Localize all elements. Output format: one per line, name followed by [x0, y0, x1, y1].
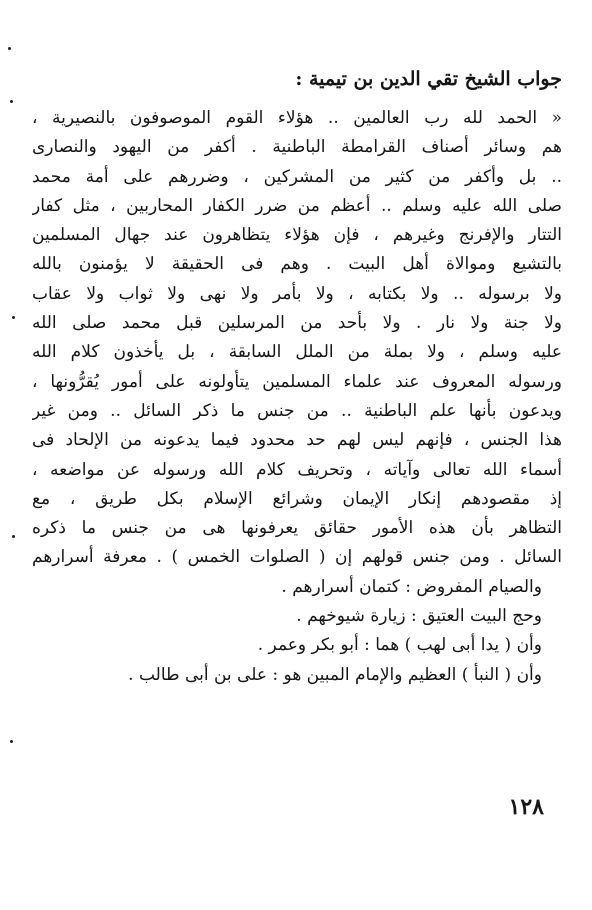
page-number: ١٢٨	[508, 794, 544, 820]
text-line: .. بل وأكفر من كثير من المشركين ، وضررهم على أمة محمد	[32, 166, 562, 187]
scan-speck	[10, 100, 13, 103]
scan-speck	[8, 47, 11, 50]
text-line: السائل . ومن جنس قولهم إن ( الصلوات الخمس ) . معرفة أسرارهم	[32, 547, 562, 568]
text-line: ورسوله المعروف عند علماء المسلمين يتأولونه على أمور يُقرُّونها ،	[32, 371, 562, 392]
text-line: صلى الله عليه وسلم .. أعظم من ضرر الكفار المحاربين ، مثل كفار	[32, 195, 562, 216]
scan-speck	[10, 740, 13, 743]
text-line: والصيام المفروض : كتمان أسرارهم .	[281, 576, 542, 597]
text-line: أسماء الله تعالى وآياته ، وتحريف كلام الله ورسوله عن مواضعه ،	[32, 459, 562, 480]
body-text	[32, 104, 562, 690]
text-line: بالتشيع وموالاة أهل البيت . وهم فى الحقيقة لا يؤمنون بالله	[32, 254, 562, 275]
section-heading: جواب الشيخ تقي الدين بن تيمية :	[295, 68, 562, 90]
text-line: « الحمد لله رب العالمين .. هؤلاء القوم الموصوفون بالنصيرية ،	[32, 108, 562, 128]
text-line: هذا الجنس ، فإنهم ليس لهم حد محدود فيما يدعونه من الإلحاد فى	[32, 430, 562, 451]
text-line: عليه وسلم ، ولا بملة من الملل السابقة ، بل يأخذون كلام الله	[32, 342, 562, 363]
text-line: التظاهر بأن هذه الأمور حقائق يعرفونها هى من جنس ما ذكره	[32, 518, 562, 539]
text-line: وحج البيت العتيق : زيارة شيوخهم .	[296, 606, 542, 627]
text-line: إذ مقصودهم إنكار الإيمان وشرائع الإسلام بكل طريق ، مع	[32, 488, 562, 509]
text-line: ويدعون بأنها علم الباطنية .. من جنس ما ذكر السائل .. ومن غير	[32, 400, 562, 421]
scan-speck	[12, 535, 15, 538]
text-line: ولا جنة ولا نار . ولا بأحد من المرسلين قبل محمد صلى الله	[32, 313, 562, 334]
text-line: ولا برسوله .. ولا بكتابه ، ولا بأمر ولا نهى ولا ثواب ولا عقاب	[32, 283, 562, 304]
text-line: وأن ( يدا أبى لهب ) هما : أبو بكر وعمر .	[257, 635, 542, 656]
text-line: التتار والإفرنج وغيرهم ، فإن هؤلاء يتظاهرون عند جهال المسلمين	[32, 225, 562, 246]
text-line: هم وسائر أصناف القرامطة الباطنية . أكفر من اليهود والنصارى	[32, 137, 562, 158]
text-line: وأن ( النبأ ) العظيم والإمام المبين هو : على بن أبى طالب .	[128, 664, 542, 685]
scan-speck	[12, 316, 15, 319]
